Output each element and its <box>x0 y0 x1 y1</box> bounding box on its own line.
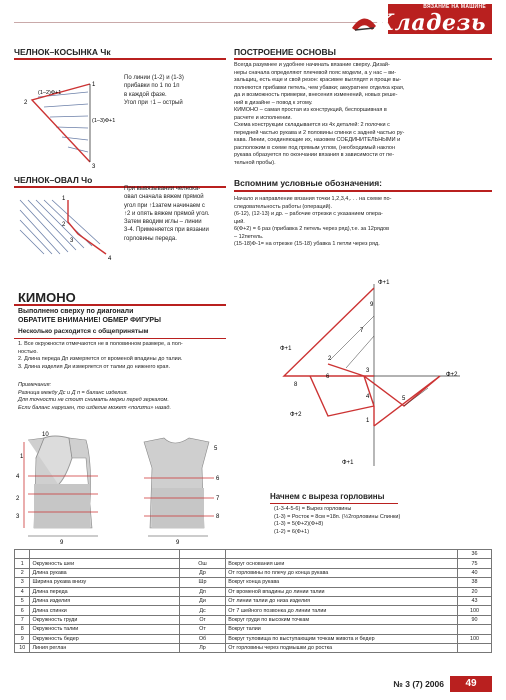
table-cell-desc: Вокруг конца рукава <box>226 578 458 587</box>
table-cell-n: 7 <box>15 615 30 624</box>
table-cell-n <box>15 550 30 559</box>
table-cell-abbr: От <box>179 625 225 634</box>
svg-text:Ф+1: Ф+1 <box>342 460 354 466</box>
figure-diagrams <box>14 428 244 546</box>
page-number: 49 <box>450 676 492 692</box>
oval-p3: 3 <box>70 238 74 244</box>
kimono-title: КИМОНО <box>18 290 76 305</box>
table-row <box>15 643 492 652</box>
table-cell-val: 75 <box>457 559 491 568</box>
neck-title: Начнем с выреза горловины <box>270 492 385 501</box>
oval-p1: 1 <box>62 196 66 202</box>
svg-text:Ф+2: Ф+2 <box>446 372 458 378</box>
svg-text:3: 3 <box>366 368 370 374</box>
issue-number: № 3 (7) 2006 <box>393 679 444 689</box>
svg-text:8: 8 <box>294 382 298 388</box>
table-cell-abbr: Шр <box>179 578 225 587</box>
magazine-logo <box>332 4 492 38</box>
table-cell-abbr: Ог <box>179 615 225 624</box>
table-cell-n: 1 <box>15 559 30 568</box>
table-cell-val <box>457 625 491 634</box>
table-cell-val: 20 <box>457 587 491 596</box>
table-cell-desc: Вокруг основания шеи <box>226 559 458 568</box>
table-cell-val: 100 <box>457 606 491 615</box>
kimono-sub3: Несколько расходится с общепринятым <box>18 328 149 335</box>
table-row <box>15 568 492 577</box>
table-cell-name: Окружность шеи <box>30 559 179 568</box>
svg-text:5: 5 <box>402 396 406 402</box>
section-bar <box>14 58 226 60</box>
construction-text: Всегда разумнее и удобнее начинать вязание сверху. Дизай- неры сначала определяют плечевой пояс модели, а у нас – ви- зальщиц, есть еще и свой резон: красивее выглядят и проще вы- полняются прибавки петель, чем убавки; аккуратнее отделка края, да и возможность примерки, внесения изменений, новых реше- ний в дизайне – повод к этому. КИМОНО – самая простая из конструкций, беспоршивная в расчете и исполнении. Схема конструкции складывается из 4х деталей: 2 полочки с передней частью рукава и 2 половины спинки с задней частью ру- кава. Линии, соединяющие их, назовем СОЕДИНИТЕЛЬНЫМИ и расположим в схеме под прямым углом, (необходимый наклон рукава образуется по окончании вязания в зависимости от пе- тельной пробы). <box>234 62 405 166</box>
kosynka-p1: 1 <box>92 82 96 88</box>
svg-text:4: 4 <box>16 474 20 480</box>
table-cell-val: 43 <box>457 596 491 605</box>
svg-text:9: 9 <box>176 540 180 546</box>
kimono-sub2: ОБРАТИТЕ ВНИМАНИЕ! ОБМЕР ФИГУРЫ <box>18 317 161 324</box>
table-cell-n: 2 <box>15 568 30 577</box>
symbols-text: Начало и направление вязания точки 1,2,3,4,. . . на схеме по- следовательность работы (операций). (6-12), (12-13) и др. – рабочие отрезки с указанием опера- ций. 6(Ф+2) = 6 раз (прибавка 2 петель через ряд),т.е. за 12рядов – 12петель. (15-18)Ф-1= на отрезке (15-18) убавка 1 петли через ряд. <box>234 196 392 247</box>
table-cell-val: 36 <box>457 550 491 559</box>
table-row <box>15 634 492 643</box>
table-cell-name <box>30 550 179 559</box>
table-cell-n: 6 <box>15 606 30 615</box>
oval-text: При вывязывании челнока- овал сначала вяжем прямой угол при ↑1затем начинаем с ↑2 и опять вяжем прямой угол. Затем вводим иглы – линии 3-4. Применяется при вязании горловины переда. <box>124 186 210 242</box>
table-cell-val <box>457 643 491 652</box>
kosynka-l12: (1–2)Ф+1 <box>38 90 62 96</box>
table-cell-n: 8 <box>15 625 30 634</box>
svg-text:1: 1 <box>20 454 24 460</box>
svg-text:5: 5 <box>214 446 218 452</box>
svg-text:7: 7 <box>360 328 364 334</box>
neck-text: (1-3-4-5-6) = Вырез горловины (1-3) = Росток = 8см =18п. (½2горловины Спинки) (1-3) = 5(Ф+2)(Ф+8) (1-2) = 6(Ф+1) <box>274 506 401 535</box>
kosynka-title: ЧЕЛНОК–КОСЫНКА Чк <box>14 47 111 57</box>
table-cell-n: 9 <box>15 634 30 643</box>
table-cell-n: 5 <box>15 596 30 605</box>
table-row <box>15 550 492 559</box>
svg-text:10: 10 <box>42 432 49 438</box>
oval-diagram <box>10 190 122 272</box>
table-cell-name: Линия реглан <box>30 643 179 652</box>
kosynka-text: По линии (1-2) и (1-3) прибавки по 1 по 1п в каждой фазе. Угол при ↑1 – острый <box>124 75 184 106</box>
table-cell-abbr: Ош <box>179 559 225 568</box>
table-cell-n: 3 <box>15 578 30 587</box>
table-cell-val: 40 <box>457 568 491 577</box>
table-cell-desc: Вокруг талии <box>226 625 458 634</box>
table-cell-abbr: Др <box>179 568 225 577</box>
svg-text:1: 1 <box>366 418 370 424</box>
table-cell-abbr: Ди <box>179 596 225 605</box>
kosynka-l13: (1–3)Ф+1 <box>92 118 116 124</box>
table-cell-abbr: Об <box>179 634 225 643</box>
table-cell-name: Ширина рукава внизу <box>30 578 179 587</box>
table-cell-desc: От линии талии до низа изделия <box>226 596 458 605</box>
table-cell-n: 10 <box>15 643 30 652</box>
kosynka-diagram <box>10 62 120 172</box>
table-cell-name: Окружность талии <box>30 625 179 634</box>
svg-text:9: 9 <box>60 540 64 546</box>
table-row <box>15 615 492 624</box>
logo-title: Кладезь <box>374 10 486 36</box>
table-cell-val: 90 <box>457 615 491 624</box>
svg-text:Ф+2: Ф+2 <box>290 412 302 418</box>
table-cell-name: Длина рукава <box>30 568 179 577</box>
table-row <box>15 559 492 568</box>
svg-text:Ф+1: Ф+1 <box>378 280 390 286</box>
measurement-table <box>14 549 492 653</box>
svg-text:6: 6 <box>216 476 220 482</box>
construction-title: ПОСТРОЕНИЕ ОСНОВЫ <box>234 47 336 57</box>
oval-p2: 2 <box>62 222 66 228</box>
table-row <box>15 625 492 634</box>
kimono-scheme <box>270 276 500 476</box>
svg-text:6: 6 <box>326 374 330 380</box>
table-cell-n: 4 <box>15 587 30 596</box>
table-cell-abbr: Дс <box>179 606 225 615</box>
table-row <box>15 606 492 615</box>
table-row <box>15 587 492 596</box>
section-bar <box>270 503 398 504</box>
oval-title: ЧЕЛНОК–ОВАЛ Чо <box>14 175 93 185</box>
svg-text:3: 3 <box>16 514 20 520</box>
table-cell-abbr: Дп <box>179 587 225 596</box>
page-footer <box>332 676 492 692</box>
oval-p4: 4 <box>108 256 112 262</box>
section-bar <box>234 190 492 192</box>
table-cell-desc <box>226 550 458 559</box>
section-bar <box>14 338 226 339</box>
svg-text:Ф+1: Ф+1 <box>280 346 292 352</box>
table-row <box>15 578 492 587</box>
table-cell-abbr <box>179 550 225 559</box>
kimono-items: 1. Все окружности отмечаются не в половинном размере, а пол- ностью. 2. Длина переда Дп измеряется от вроменой впадины до талии. 3. Длина изделия Ди измеряется от талии до нижнего края. <box>18 341 183 370</box>
table-cell-name: Длина переда <box>30 587 179 596</box>
kosynka-p2: 2 <box>24 100 28 106</box>
kosynka-p3: 3 <box>92 164 96 170</box>
svg-text:2: 2 <box>328 356 332 362</box>
svg-text:9: 9 <box>370 302 374 308</box>
table-cell-desc: От 7 шейного позвонка до линии талии <box>226 606 458 615</box>
table-cell-val: 38 <box>457 578 491 587</box>
table-cell-name: Окружность бедер <box>30 634 179 643</box>
table-row <box>15 596 492 605</box>
table-cell-name: Длина спинки <box>30 606 179 615</box>
svg-text:7: 7 <box>216 496 220 502</box>
symbols-title: Вспомним условные обозначения: <box>234 178 383 188</box>
kimono-sub1: Выполнено сверху по диагонали <box>18 308 134 315</box>
svg-text:4: 4 <box>366 394 370 400</box>
table-cell-desc: От вроменой впадины до линии талии <box>226 587 458 596</box>
table-cell-name: Окружность груди <box>30 615 179 624</box>
logo-subtitle: ВЯЗАНИЕ НА МАШИНЕ <box>423 4 486 10</box>
table-cell-desc: Вокруг груди по высоким точкам <box>226 615 458 624</box>
table-cell-desc: Вокруг туловища по выступающим точкам живота и бедер <box>226 634 458 643</box>
table-cell-desc: От горловины по плечу до конца рукава <box>226 568 458 577</box>
svg-text:2: 2 <box>16 496 20 502</box>
table-cell-val: 100 <box>457 634 491 643</box>
table-cell-desc: От горловины через подмышки до ростка <box>226 643 458 652</box>
svg-text:8: 8 <box>216 514 220 520</box>
table-cell-name: Длина изделия <box>30 596 179 605</box>
kimono-notes: Примечания: Разница между Дс и Д п = баланс изделия. Для точности не стоит снимать мерки перед зеркалом. Если баланс нарушен, то изделие может «ползти» назад. <box>18 382 172 411</box>
section-bar <box>234 58 492 60</box>
table-cell-abbr: Лр <box>179 643 225 652</box>
